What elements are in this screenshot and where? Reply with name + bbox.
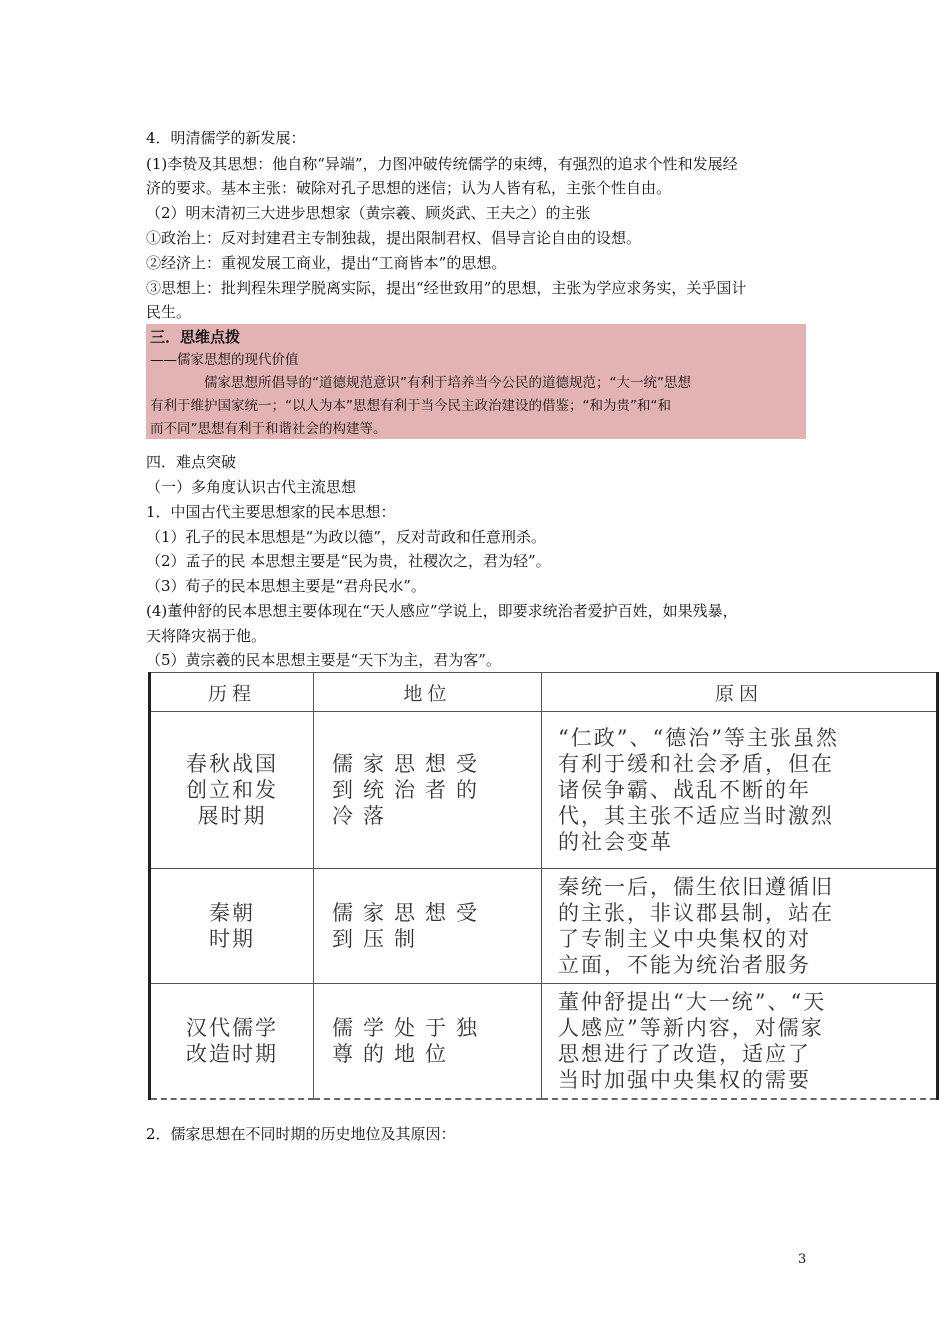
paragraph-thought-2: 民生。 bbox=[146, 303, 192, 321]
cell-line: 改造时期 bbox=[186, 1042, 278, 1066]
list-item-mencius: （2）孟子的民 本思想主要是“民为贵，社稷次之，君为轻”。 bbox=[146, 552, 551, 570]
paragraph-thought-1: ③思想上：批判程朱理学脱离实际，提出“经世致用”的思想，主张为学应求务实，关乎国计 bbox=[146, 279, 747, 297]
section-4-title: 4．明清儒学的新发展： bbox=[146, 129, 306, 147]
item-2-title: 2．儒家思想在不同时期的历史地位及其原因： bbox=[146, 1125, 456, 1143]
cell-line: 诸侯争霸、战乱不断的年 bbox=[558, 778, 811, 802]
list-item-xunzi: （3）荀子的民本思想主要是“君舟民水”。 bbox=[146, 577, 426, 595]
cell-line: 到统治者的 bbox=[332, 778, 487, 802]
cell-status bbox=[314, 984, 542, 1100]
cell-reason bbox=[542, 869, 938, 984]
cell-line: 有利于缓和社会矛盾，但在 bbox=[558, 752, 834, 776]
cell-reason bbox=[542, 712, 938, 869]
table-row bbox=[150, 712, 938, 869]
cell-line: 儒学处于独 bbox=[332, 1016, 487, 1040]
cell-line: 立面，不能为统治者服务 bbox=[558, 953, 811, 977]
cell-status bbox=[314, 869, 542, 984]
cell-stage bbox=[150, 712, 314, 869]
cell-line: 冷落 bbox=[332, 804, 394, 828]
header-status: 地位 bbox=[314, 673, 542, 712]
header-stage: 历程 bbox=[150, 673, 314, 712]
callout-body-line-2: 有利于维护国家统一；“以人为本”思想有利于当今民主政治建设的借鉴；“和为贵”和“和 bbox=[150, 398, 671, 414]
page-number: 3 bbox=[798, 1252, 807, 1267]
confucianism-history-table bbox=[148, 672, 939, 1100]
subsection-title: （一）多角度认识古代主流思想 bbox=[146, 478, 357, 496]
cell-line: 展时期 bbox=[197, 804, 267, 828]
cell-line: 思想进行了改造，适应了 bbox=[558, 1042, 811, 1066]
paragraph-li-zhi-1: (1)李贽及其思想：他自称“异端”，力图冲破传统儒学的束缚，有强烈的追求个性和发展经 bbox=[146, 155, 738, 173]
cell-line: 时期 bbox=[209, 927, 255, 951]
thinking-tips-callout bbox=[146, 324, 806, 439]
cell-line: 代，其主张不适应当时激烈 bbox=[558, 804, 834, 828]
cell-stage bbox=[150, 984, 314, 1100]
item-1-title: 1．中国古代主要思想家的民本思想： bbox=[146, 503, 396, 521]
paragraph-politics: ①政治上：反对封建君主专制独裁，提出限制君权、倡导言论自由的设想。 bbox=[146, 229, 642, 247]
paragraph-three-thinkers: （2）明末清初三大进步思想家（黄宗羲、顾炎武、王夫之）的主张 bbox=[146, 204, 591, 222]
cell-line: 儒家思想受 bbox=[332, 752, 487, 776]
cell-line: 人感应”等新内容，对儒家 bbox=[558, 1016, 824, 1040]
paragraph-economy: ②经济上：重视发展工商业，提出“工商皆本”的思想。 bbox=[146, 254, 507, 272]
cell-line: 的主张，非议郡县制，站在 bbox=[558, 901, 834, 925]
section-difficulty-title: 四．难点突破 bbox=[146, 453, 237, 471]
cell-line: 秦朝 bbox=[209, 901, 255, 925]
cell-line: 尊的地位 bbox=[332, 1042, 456, 1066]
callout-body-line-1: 儒家思想所倡导的“道德规范意识”有利于培养当今公民的道德规范；“大一统”思想 bbox=[150, 375, 691, 391]
cell-line: 春秋战国 bbox=[186, 752, 278, 776]
cell-line: 当时加强中央集权的需要 bbox=[558, 1068, 811, 1092]
cell-line: 秦统一后，儒生依旧遵循旧 bbox=[558, 875, 834, 899]
callout-subheading: ——儒家思想的现代价值 bbox=[150, 352, 299, 368]
cell-reason bbox=[542, 984, 938, 1100]
cell-line: “仁政”、“德治”等主张虽然 bbox=[558, 726, 839, 750]
cell-stage bbox=[150, 869, 314, 984]
callout-body-line-3: 而不同”思想有利于和谐社会的构建等。 bbox=[150, 421, 387, 437]
list-item-dong-zhongshu-1: (4)董仲舒的民本思想主要体现在“天人感应”学说上，即要求统治者爱护百姓，如果残暴， bbox=[146, 602, 738, 620]
paragraph-li-zhi-2: 济的要求。基本主张：破除对孔子思想的迷信；认为人皆有私，主张个性自由。 bbox=[146, 179, 672, 197]
header-reason: 原因 bbox=[542, 673, 938, 712]
cell-line: 了专制主义中央集权的对 bbox=[558, 927, 811, 951]
table-row bbox=[150, 869, 938, 984]
callout-heading: 三．思维点拨 bbox=[150, 328, 241, 346]
cell-status bbox=[314, 712, 542, 869]
cell-line: 创立和发 bbox=[186, 778, 278, 802]
cell-line: 的社会变革 bbox=[558, 830, 673, 854]
table-row bbox=[150, 984, 938, 1100]
list-item-confucius: （1）孔子的民本思想是“为政以德”，反对苛政和任意刑杀。 bbox=[146, 528, 546, 546]
cell-line: 董仲舒提出“大一统”、“天 bbox=[558, 990, 827, 1014]
cell-line: 汉代儒学 bbox=[186, 1016, 278, 1040]
list-item-dong-zhongshu-2: 天将降灾祸于他。 bbox=[146, 627, 267, 645]
cell-line: 儒家思想受 bbox=[332, 901, 487, 925]
cell-line: 到压制 bbox=[332, 927, 425, 951]
list-item-huang-zongxi: （5）黄宗羲的民本思想主要是“天下为主，君为客”。 bbox=[146, 651, 501, 669]
table-header-row bbox=[150, 673, 938, 712]
